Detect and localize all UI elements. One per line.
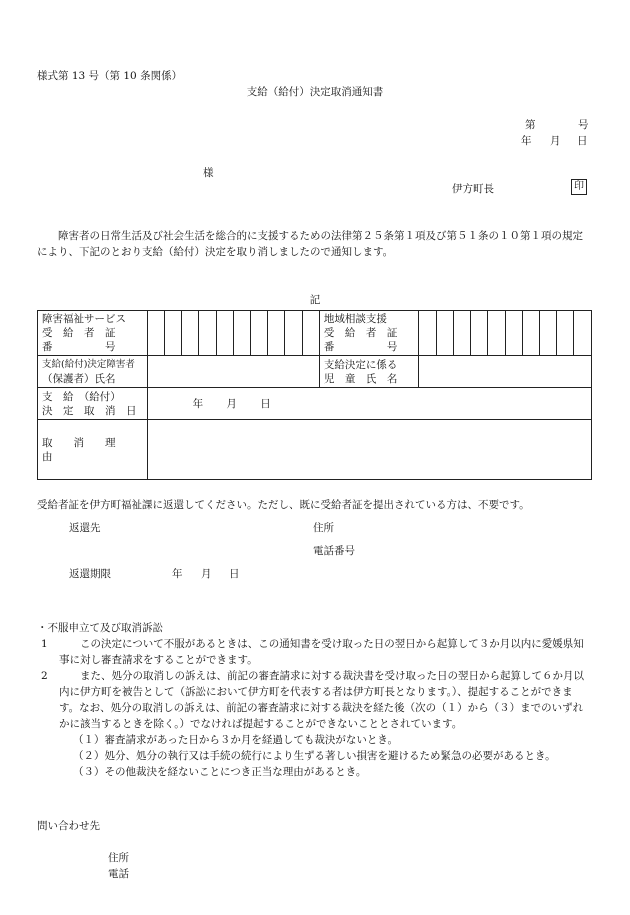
doc-no-prefix: 第 [525, 119, 536, 131]
consult-digit-cell[interactable] [574, 311, 592, 356]
contact-address-label: 住所 [108, 852, 129, 864]
consult-digit-cell[interactable] [557, 311, 574, 356]
return-to-label: 返還先 [69, 522, 101, 534]
cancel-date-field[interactable] [147, 388, 591, 420]
return-address-label: 住所 [313, 522, 334, 534]
row-cancel-date [38, 388, 592, 420]
consult-digit-cell[interactable] [539, 311, 556, 356]
row-names [38, 356, 592, 388]
date-year: 年 [521, 135, 532, 147]
welfare-label-line3: 番 号 [42, 341, 116, 353]
note-item-1-text: この決定について不服があるときは、この通知書を受け取った日の翌日から起算して３か月以内に愛媛県知事に対し審査請求をすることができます。 [59, 638, 584, 666]
return-instruction: 受給者証を伊方町福祉課に返還してください。ただし、既に受給者証を提出されている方は、不要です。 [37, 499, 530, 511]
return-deadline-label: 返還期限 [69, 568, 111, 580]
welfare-digit-cell[interactable] [182, 311, 199, 356]
welfare-cert-no-label [38, 311, 148, 356]
contact-phone-label: 電話 [108, 868, 129, 880]
child-name-field[interactable] [419, 356, 592, 388]
document-title: 支給（給付）決定取消通知書 [246, 86, 384, 98]
welfare-digit-cell[interactable] [302, 311, 319, 356]
recipient-label-line1: 支給(給付)決定障害者 [42, 358, 135, 370]
welfare-digit-cell[interactable] [285, 311, 302, 356]
child-label-line2: 児 童 氏 名 [323, 372, 398, 385]
note-sub-1: （１）審査請求があった日から３か月を経過しても裁決がないとき。 [73, 734, 398, 746]
return-deadline-year: 年 [172, 568, 183, 580]
form-number: 様式第 13 号（第 10 条関係） [37, 70, 183, 82]
doc-no-suffix: 号 [578, 119, 589, 131]
recipient-name-label [38, 356, 148, 388]
welfare-label-line2: 受 給 者 証 [42, 327, 116, 339]
notice-paragraph: 障害者の日常生活及び社会生活を総合的に支援するための法律第２５条第１項及び第５１条の１０第１項の規定により、下記のとおり支給（給付）決定を取り消しましたので通知します。 [37, 230, 583, 258]
cancel-reason-field[interactable] [147, 420, 591, 480]
welfare-digit-cell[interactable] [268, 311, 285, 356]
note-item-2-text: また、処分の取消しの訴えは、前記の審査請求に対する裁決書を受け取った日の翌日から起算して６か月以内に伊方町を被告として（訴訟において伊方町を代表する者は伊方町長となります。）、提起することができます。なお、処分の取消しの訴えは、前記の審査請求に対する裁決を経た後（次の（１）から（３）までのいずれかに該当するときを除く。）でなければ提起することができないこととされています。 [59, 670, 584, 730]
row-recipient-numbers [38, 311, 592, 356]
recipient-name-field[interactable] [147, 356, 319, 388]
note-item-2-number: 2 [41, 670, 48, 682]
cancel-date-label-line2: 決 定 取 消 日 [42, 404, 137, 417]
welfare-digit-cell[interactable] [233, 311, 250, 356]
note-sub-3: （３）その他裁決を経ないことにつき正当な理由があるとき。 [73, 766, 367, 778]
welfare-digit-cell[interactable] [147, 311, 164, 356]
welfare-digit-cell[interactable] [250, 311, 267, 356]
appeal-notes [37, 620, 592, 780]
consult-cert-no-label [319, 311, 418, 356]
cancel-date-day: 日 [260, 398, 271, 410]
consult-label-line2: 受 給 者 証 [323, 327, 398, 339]
consult-digit-cell[interactable] [505, 311, 522, 356]
cancel-date-year: 年 [192, 398, 204, 410]
return-phone-label: 電話番号 [313, 545, 355, 557]
row-reason [38, 420, 592, 480]
consult-digit-cell[interactable] [488, 311, 505, 356]
cancel-reason-label: 取 消 理 由 [38, 420, 148, 480]
note-sub-2: （２）処分、処分の執行又は手続の続行により生ずる著しい損害を避けるため緊急の必要があるとき。 [73, 750, 556, 762]
welfare-label-line1: 障害福祉サービス [42, 313, 126, 325]
recipient-label-line2: （保護者）氏名 [42, 372, 116, 385]
consult-digit-cell[interactable] [419, 311, 436, 356]
date-day: 日 [577, 135, 588, 147]
return-deadline-month: 月 [201, 568, 212, 580]
consult-label-line1: 地域相談支援 [323, 313, 387, 325]
seal-mark: 印 [571, 179, 587, 195]
date-month: 月 [550, 135, 561, 147]
consult-digit-cell[interactable] [453, 311, 470, 356]
note-item-1 [37, 636, 592, 668]
note-item-1-number: 1 [41, 638, 48, 650]
cancellation-table [37, 310, 592, 480]
welfare-digit-cell[interactable] [199, 311, 216, 356]
consult-label-line3: 番 号 [323, 341, 398, 353]
note-item-2 [37, 668, 592, 732]
issuer-name: 伊方町長 [452, 183, 494, 195]
notes-heading: ・不服申立て及び取消訴訟 [37, 622, 163, 634]
contact-heading: 問い合わせ先 [37, 820, 100, 832]
consult-digit-cell[interactable] [436, 311, 453, 356]
welfare-digit-cell[interactable] [216, 311, 233, 356]
addressee-suffix: 様 [203, 167, 214, 179]
consult-digit-cell[interactable] [471, 311, 488, 356]
cancel-date-month: 月 [226, 398, 237, 410]
ki-mark: 記 [309, 294, 321, 306]
child-name-label [319, 356, 418, 388]
cancel-date-label-line1: 支 給 （給付） [42, 390, 121, 403]
consult-digit-cell[interactable] [522, 311, 539, 356]
cancel-date-label [38, 388, 148, 420]
return-deadline-day: 日 [229, 568, 240, 580]
child-label-line1: 支給決定に係る [323, 358, 398, 371]
welfare-digit-cell[interactable] [164, 311, 181, 356]
